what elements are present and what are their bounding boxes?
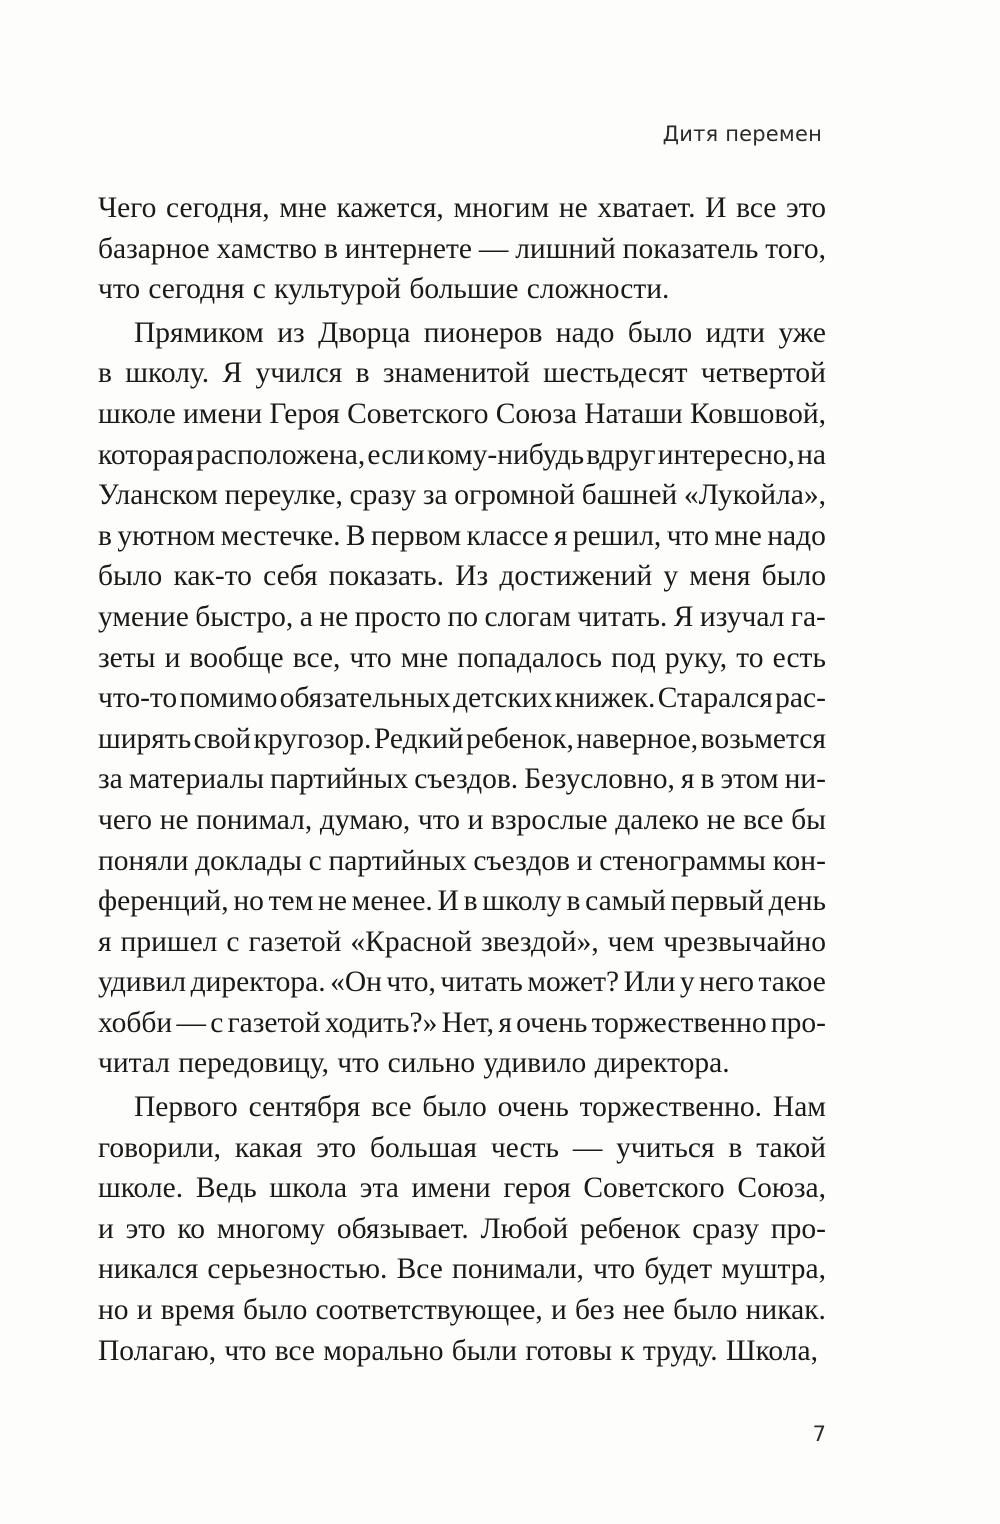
text-line: что сегодня с культурой большие сложности. xyxy=(98,273,670,306)
text-line: Полагаю, что все морально были готовы к труду. Школа, xyxy=(98,1334,818,1367)
text-line: зеты и вообще все, что мне попадалось под руку, то есть xyxy=(98,641,826,674)
text-line: школе имени Героя Советского Союза Наташи Ковшовой, xyxy=(98,397,826,430)
running-head: Дитя перемен xyxy=(662,122,822,146)
text-line: школе. Ведь школа эта имени героя Советского Союза, xyxy=(98,1172,826,1205)
text-line: и это ко многому обязывает. Любой ребенок сразу про- xyxy=(98,1212,826,1245)
text-line: что-то помимо обязательных детских книжек. Старался рас- xyxy=(98,682,826,715)
text-line: базарное хамство в интернете — лишний показатель того, xyxy=(98,232,826,265)
body-text xyxy=(98,188,826,1374)
text-line: Первого сентября все было очень торжественно. Нам xyxy=(134,1091,826,1124)
text-line: Прямиком из Дворца пионеров надо было идти уже xyxy=(134,316,826,349)
text-line: говорили, какая это большая честь — учиться в такой xyxy=(98,1131,826,1164)
text-line: никался серьезностью. Все понимали, что будет муштра, xyxy=(98,1253,826,1286)
text-line: ференций, но тем не менее. И в школу в самый первый день xyxy=(98,885,826,918)
page-number: 7 xyxy=(812,1422,826,1446)
text-line: ширять свой кругозор. Редкий ребенок, наверное, возьмется xyxy=(98,722,826,755)
paragraph xyxy=(98,188,826,310)
text-line: в школу. Я учился в знаменитой шестьдесят четвертой xyxy=(98,357,826,390)
text-line: чего не понимал, думаю, что и взрослые далеко не все бы xyxy=(98,803,826,836)
text-line: умение быстро, а не просто по слогам читать. Я изучал га- xyxy=(98,600,826,633)
text-line: было как-то себя показать. Из достижений у меня было xyxy=(98,560,826,593)
paragraph xyxy=(98,313,826,1084)
text-line: за материалы партийных съездов. Безусловно, я в этом ни- xyxy=(98,763,826,796)
text-line: поняли доклады с партийных съездов и стенограммы кон- xyxy=(98,844,826,877)
text-line: удивил директора. «Он что, читать может? Или у него такое xyxy=(98,966,826,999)
text-line: Чего сегодня, мне кажется, многим не хватает. И все это xyxy=(98,192,826,224)
text-line: хобби — с газетой ходить?» Нет, я очень торжественно про- xyxy=(98,1006,826,1039)
paragraph xyxy=(98,1087,826,1371)
text-line: но и время было соответствующее, и без нее было никак. xyxy=(98,1294,826,1327)
text-line: я пришел с газетой «Красной звездой», чем чрезвычайно xyxy=(98,925,826,958)
text-line: которая расположена, если кому-нибудь вдруг интересно, на xyxy=(98,438,826,471)
text-line: читал передовицу, что сильно удивило директора. xyxy=(98,1047,730,1080)
text-line: в уютном местечке. В первом классе я решил, что мне надо xyxy=(98,519,826,552)
text-line: Уланском переулке, сразу за огромной башней «Лукойла», xyxy=(98,479,826,512)
